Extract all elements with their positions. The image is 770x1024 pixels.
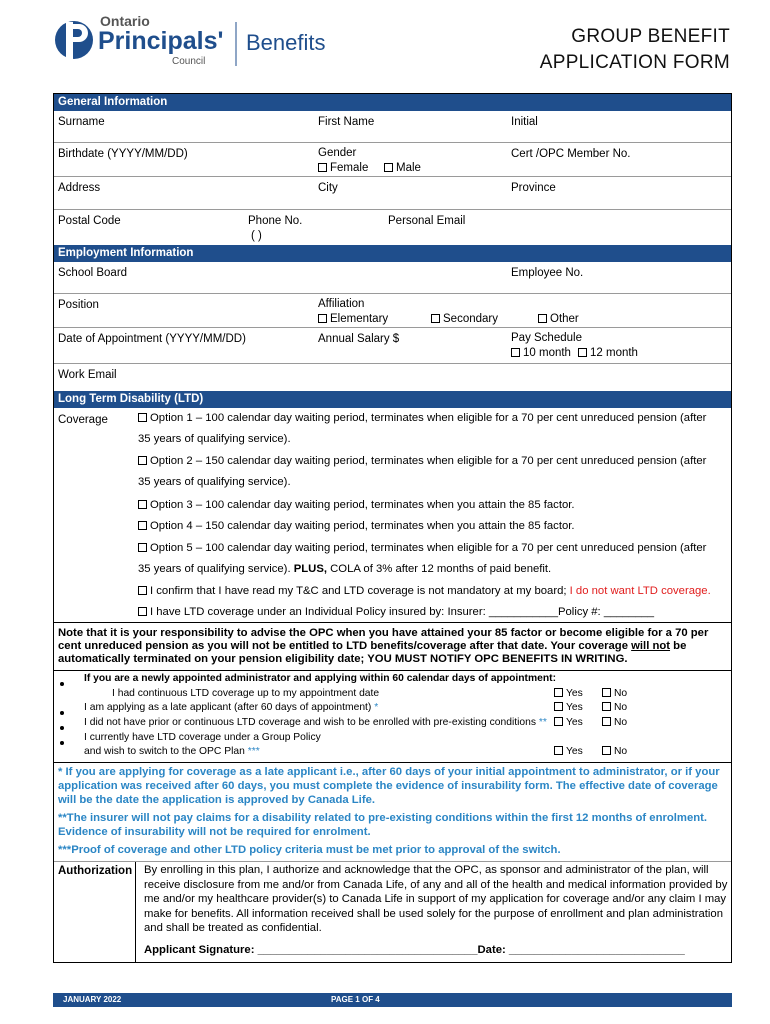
phone-field[interactable]: Phone No. [248,215,303,227]
question-late-applicant: I am applying as a late applicant (after 60 days of appointment) * [84,702,379,713]
footnotes [54,763,731,862]
question-new-admin: If you are a newly appointed administrator and applying within 60 calendar days of appointment: [84,673,557,684]
checkbox-icon [138,500,147,509]
ltd-option-5-cont: 35 years of qualifying service). PLUS, COLA of 3% after 12 months of paid benefit. [138,563,552,575]
signature-line[interactable]: Applicant Signature: ___________________________________Date: ____________________________ [144,944,685,956]
ltd-option-4[interactable]: Option 4 – 150 calendar day waiting period, terminates when you attain the 85 factor. [138,516,728,537]
responsibility-notice: Note that it is your responsibility to advise the OPC when you have attained your 85 factor or become eligible for a 70 per cent unreduced pension as you will not be entitled to LTD benefits/coverage after that date. Your coverage will not be automatically terminated on your pension eligibility date; YOU MUST NOTIFY OPC BENEFITS IN WRITING. [54,622,731,671]
gender-female-checkbox[interactable]: Female [318,161,368,176]
postal-code-field[interactable]: Postal Code [58,215,121,227]
svg-text:Principals': Principals' [98,27,224,55]
question-continuous-coverage: I had continuous LTD coverage up to my appointment date [112,688,380,699]
address-field[interactable]: Address [58,182,101,194]
ltd-option-2-cont: 35 years of qualifying service). [138,476,291,488]
checkbox-icon [138,586,147,595]
phone-area-code[interactable]: ( ) [251,230,262,242]
ltd-option-1-cont: 35 years of qualifying service). [138,433,291,445]
checkbox-icon [138,607,147,616]
checkbox-icon [554,717,563,726]
cert-field[interactable]: Cert /OPC Member No. [511,148,631,160]
surname-field[interactable]: Surname [58,116,105,128]
gender-male-checkbox[interactable]: Male [384,161,421,176]
footer-page-number: PAGE 1 OF 4 [331,995,380,1004]
birthdate-field[interactable]: Birthdate (YYYY/MM/DD) [58,148,188,160]
gender-label: Gender [318,147,357,159]
bullet-icon [60,707,64,718]
application-form [53,93,732,963]
general-info-heading: General Information [54,94,731,111]
question-switch-plan: and wish to switch to the OPC Plan *** [84,746,260,757]
opc-logo [54,8,344,72]
no-checkbox-1[interactable]: No [602,688,627,699]
checkbox-icon [554,688,563,697]
no-checkbox-3[interactable]: No [602,717,627,728]
ltd-option-3[interactable]: Option 3 – 100 calendar day waiting period, terminates when you attain the 85 factor. [138,495,728,516]
checkbox-icon [138,543,147,552]
question-pre-existing: I did not have prior or continuous LTD coverage and wish to be enrolled with pre-existing conditions ** [84,717,547,728]
ltd-option-2[interactable]: Option 2 – 150 calendar day waiting period, terminates when eligible for a 70 per cent unreduced pension (after [138,451,728,472]
annual-salary-field[interactable]: Annual Salary $ [318,333,400,345]
checkbox-icon [602,688,611,697]
province-field[interactable]: Province [511,182,556,194]
coverage-label: Coverage [58,414,108,426]
ltd-option-1[interactable]: Option 1 – 100 calendar day waiting period, terminates when eligible for a 70 per cent unreduced pension (after [138,408,728,429]
ltd-option-5[interactable]: Option 5 – 100 calendar day waiting period, terminates when eligible for a 70 per cent unreduced pension (after [138,538,728,559]
secondary-checkbox[interactable]: Secondary [431,312,498,327]
page-header [0,0,770,92]
authorization-text: By enrolling in this plan, I authorize and acknowledge that the OPC, as sponsor and administrator of the plan, will receive disclosure from me and/or from Canada Life, of any and all of the health and medical information provided by me and/or my healthcare provider(s) to Canada Life in support of my application for coverage and/or any claim I may make for benefits. All information received shall be used solely for the purpose of enrollment and plan administration and shall be treated as confidential. [144,864,728,934]
work-email-field[interactable]: Work Email [58,369,117,381]
yes-checkbox-3[interactable]: Yes [554,717,583,728]
title-line-1: GROUP BENEFIT [571,26,730,47]
ltd-coverage-section [54,408,731,622]
bullet-icon [60,737,64,748]
no-checkbox-2[interactable]: No [602,702,627,713]
city-field[interactable]: City [318,182,338,194]
checkbox-icon [431,314,440,323]
checkbox-icon [384,163,393,172]
checkbox-icon [602,746,611,755]
yes-checkbox-1[interactable]: Yes [554,688,583,699]
general-row-2 [54,143,731,177]
svg-text:Council: Council [172,56,206,67]
school-board-field[interactable]: School Board [58,267,128,279]
svg-text:Ontario: Ontario [100,13,150,29]
footnote-switch: ***Proof of coverage and other LTD policy criteria must be met prior to approval of the switch. [58,844,561,856]
pay-schedule-label: Pay Schedule [511,332,582,344]
affiliation-label: Affiliation [318,298,365,310]
no-checkbox-4[interactable]: No [602,746,627,757]
elementary-checkbox[interactable]: Elementary [318,312,388,327]
general-row-1 [54,111,731,143]
employment-row-4 [54,364,731,391]
checkbox-icon [318,163,327,172]
footnote-late-applicant: * If you are applying for coverage as a late applicant i.e., after 60 days of your initial appointment to administrator, or if your application was received after 60 days, you must complete the evidence of insurability form. The effective date of coverage will be the date the application is approved by Canada Life. [58,766,720,806]
checkbox-icon [602,702,611,711]
yes-checkbox-2[interactable]: Yes [554,702,583,713]
ten-month-checkbox[interactable]: 10 month [511,346,571,361]
checkbox-icon [318,314,327,323]
employment-row-1 [54,262,731,294]
checkbox-icon [138,521,147,530]
other-checkbox[interactable]: Other [538,312,579,327]
initial-field[interactable]: Initial [511,116,538,128]
employment-info-heading: Employment Information [54,245,731,262]
svg-text:Benefits: Benefits [246,30,326,55]
question-group-policy: I currently have LTD coverage under a Group Policy [84,732,321,743]
ltd-individual-policy-option[interactable]: I have LTD coverage under an Individual Policy insured by: Insurer: ___________Policy #: ________ [138,602,728,623]
page-footer [53,993,732,1007]
position-field[interactable]: Position [58,299,99,311]
employment-row-2 [54,294,731,328]
authorization-section [54,862,731,962]
employee-no-field[interactable]: Employee No. [511,267,584,279]
date-appointment-field[interactable]: Date of Appointment (YYYY/MM/DD) [58,333,246,345]
checkbox-icon [554,702,563,711]
bullet-icon [60,678,64,689]
twelve-month-checkbox[interactable]: 12 month [578,346,638,361]
form-title [540,24,730,76]
checkbox-icon [554,746,563,755]
first-name-field[interactable]: First Name [318,116,375,128]
footer-date: JANUARY 2022 [63,995,122,1004]
checkbox-icon [138,413,147,422]
general-row-3 [54,177,731,210]
checkbox-icon [578,348,587,357]
title-line-2: APPLICATION FORM [539,52,730,73]
employment-row-3 [54,328,731,364]
checkbox-icon [538,314,547,323]
ltd-heading: Long Term Disability (LTD) [54,391,731,408]
bullet-icon [60,722,64,733]
checkbox-icon [602,717,611,726]
general-row-4 [54,210,731,245]
footnote-pre-existing: **The insurer will not pay claims for a disability related to pre-existing conditions within the first 12 months of enrolment. Evidence of insurability will not be required for enrolment. [58,812,708,838]
ltd-decline-option[interactable]: I confirm that I have read my T&C and LTD coverage is not mandatory at my board; I do not want LTD coverage. [138,581,728,602]
personal-email-field[interactable]: Personal Email [388,215,466,227]
yes-checkbox-4[interactable]: Yes [554,746,583,757]
authorization-label: Authorization [54,862,136,962]
checkbox-icon [511,348,520,357]
eligibility-questions [54,671,731,763]
checkbox-icon [138,456,147,465]
